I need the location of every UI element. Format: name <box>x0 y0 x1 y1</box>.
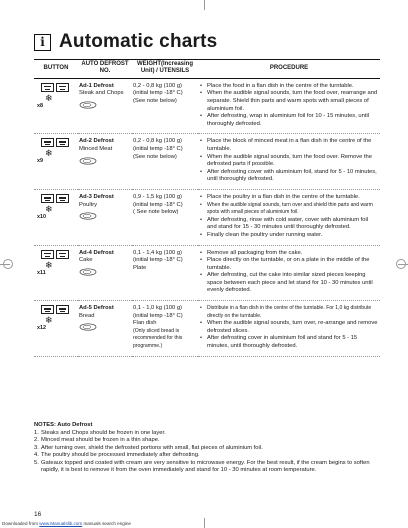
footer-link[interactable]: www.Manualslib.com <box>39 521 83 526</box>
info-icon: i <box>34 34 51 51</box>
utensil: ( See note below) <box>133 209 179 216</box>
procedure-step: • Finally clean the poultry under running water. <box>207 232 379 240</box>
defrost-snowflake-icon: ❄ <box>45 93 53 104</box>
microwave-icon <box>41 138 54 147</box>
microwave-icon <box>56 83 69 92</box>
procedure-step: • After defrosting cover with aluminium foil, stand for 5 - 10 minutes, until thoroughly defrosted. <box>207 169 379 184</box>
initial-temp: (initial temp -18° C) <box>133 145 183 152</box>
header-button: BUTTON <box>34 60 78 79</box>
registration-mark <box>3 259 13 269</box>
food-illustration-icon <box>79 157 97 165</box>
weight-cell <box>132 134 198 190</box>
note-number: 5. <box>34 459 39 466</box>
utensil: Plate <box>133 264 147 271</box>
microwave-icon <box>56 305 69 314</box>
weight-range: 0,2 - 0,8 kg (100 g) <box>133 138 182 145</box>
notes-title: NOTES: Auto Defrost <box>34 422 93 428</box>
footer-prefix: Downloaded from <box>2 521 40 526</box>
procedure-step: • Place directly on the turntable, or on a plate in the middle of the turntable. <box>207 257 379 272</box>
note-text: Steaks and Chops should be frozen in one layer. <box>41 429 166 436</box>
note-text: Gateaux topped and coated with cream are very sensitive to microwave energy. For the best result, if the cream begins to soften rapidly, it is best to remove it from the oven immediately and stand for 10 - 30 minutes at room temperature. <box>41 459 370 473</box>
note-text: The poultry should be processed immediately after defrosting. <box>41 452 200 458</box>
table-row <box>34 78 380 134</box>
weight-cell <box>132 78 198 134</box>
utensil-note: (Only sliced bread is recommended for this programme.) <box>133 327 183 350</box>
note-item <box>34 430 380 438</box>
procedure-step: • After defrosting, cut the cake into similar sized pieces keeping space between each piece and let stand for 10 - 30 minutes until evenly defrosted. <box>207 272 379 295</box>
note-number: 3. <box>34 444 39 451</box>
weight-range: 0,2 - 0,8 kg (100 g) <box>133 82 182 89</box>
microwave-icon <box>41 194 54 203</box>
procedure-step: • Remove all packaging from the cake. <box>207 250 379 258</box>
procedure-step: • When the audible signal sounds, turn the food over, rearrange and separate. Shield thin parts and warm spots with small pieces of aluminium foil. <box>207 90 379 113</box>
utensil: Flan dish <box>133 320 157 327</box>
procedure-step: • After defrosting cover in aluminium foil and stand for 5 - 15 minutes, until thoroughly defrosted. <box>207 335 379 350</box>
weight-cell <box>132 245 198 301</box>
defrost-mode: Ad-4 Defrost <box>79 249 114 256</box>
food-type: Poultry <box>79 201 98 208</box>
procedure-cell <box>198 301 380 357</box>
initial-temp: (initial temp -18° C) <box>133 312 183 319</box>
table-row <box>34 189 380 245</box>
microwave-icon <box>41 83 54 92</box>
procedure-step: • When the audible signal sounds, turn the food over. Remove the defrosted parts if possible. <box>207 154 379 169</box>
food-type: Cake <box>79 257 93 264</box>
procedure-cell <box>198 245 380 301</box>
defrost-mode: Ad-3 Defrost <box>79 193 114 200</box>
page-title-text: Automatic charts <box>59 31 218 52</box>
table-row <box>34 134 380 190</box>
procedure-step: • After defrosting, wrap in aluminium foil for 10 - 15 minutes, until thoroughly defrosted. <box>207 113 379 128</box>
defrost-mode-cell <box>78 301 132 357</box>
note-text: Minced meat should be frozen in a thin shape. <box>41 437 160 443</box>
table-row <box>34 245 380 301</box>
defrost-mode-cell <box>78 245 132 301</box>
auto-defrost-table <box>34 59 380 357</box>
registration-mark <box>204 0 205 10</box>
food-type: Steak and Chops <box>79 90 124 97</box>
press-count: x9 <box>37 158 43 165</box>
microwave-icon <box>41 250 54 259</box>
note-item <box>34 445 380 453</box>
procedure-list <box>199 250 379 296</box>
initial-temp: (initial temp -18° C) <box>133 201 183 208</box>
defrost-mode-cell <box>78 189 132 245</box>
press-count: x10 <box>37 213 46 220</box>
weight-range: 0,1 - 1,0 kg (100 g) <box>133 305 182 312</box>
microwave-icon <box>41 305 54 314</box>
footer-suffix: manuals search engine <box>82 521 131 526</box>
defrost-mode: Ad-2 Defrost <box>79 138 114 145</box>
initial-temp: (initial temp -18° C) <box>133 257 183 264</box>
note-item <box>34 452 380 460</box>
button-cell <box>34 245 78 301</box>
notes-list <box>34 430 380 475</box>
food-illustration-icon <box>79 212 97 220</box>
procedure-step: • Place the food in a flan dish in the centre of the turntable. <box>207 83 379 91</box>
defrost-snowflake-icon: ❄ <box>45 316 53 327</box>
registration-mark <box>204 518 205 528</box>
header-procedure: PROCEDURE <box>198 60 380 79</box>
procedure-cell <box>198 134 380 190</box>
page-number: 16 <box>34 511 42 518</box>
microwave-icon <box>56 194 69 203</box>
microwave-icon <box>56 138 69 147</box>
procedure-list <box>199 138 379 184</box>
procedure-list <box>199 194 379 240</box>
initial-temp: (initial temp -18° C) <box>133 90 183 97</box>
utensil: (See note below) <box>133 98 177 104</box>
press-count: x11 <box>37 269 46 276</box>
table-header-row <box>34 60 380 79</box>
utensil: (See note below) <box>133 153 177 160</box>
procedure-cell <box>198 78 380 134</box>
table-row <box>34 301 380 357</box>
weight-range: 0,1 - 1,4 kg (100 g) <box>133 249 182 256</box>
procedure-step: • Distribute in a flan dish in the centre of the turntable. For 1,0 kg distribute directly on the turntable. <box>207 305 379 320</box>
defrost-mode: Ad-1 Defrost <box>79 82 114 89</box>
note-item <box>34 437 380 445</box>
procedure-step: • When the audible signal sounds, turn over and shield thin parts and warm spots with small pieces of aluminium foil. <box>207 202 379 217</box>
header-weight-utensils: WEIGHT(Increasing Unit) / UTENSILS <box>132 60 198 79</box>
food-type: Minced Meat <box>79 145 113 152</box>
food-illustration-icon <box>79 101 97 109</box>
procedure-cell <box>198 189 380 245</box>
food-type: Bread <box>79 312 95 319</box>
weight-cell <box>132 301 198 357</box>
weight-cell <box>132 189 198 245</box>
button-cell <box>34 189 78 245</box>
procedure-step: • Place the poultry in a flan dish in the centre of the turntable. <box>207 194 379 202</box>
defrost-mode: Ad-5 Defrost <box>79 305 114 312</box>
notes-section <box>34 422 380 475</box>
button-cell <box>34 78 78 134</box>
procedure-list <box>199 305 379 351</box>
footer <box>2 521 131 526</box>
microwave-icon <box>56 250 69 259</box>
registration-mark <box>396 259 406 269</box>
weight-range: 0,9 - 1,5 kg (100 g) <box>133 193 182 200</box>
food-illustration-icon <box>79 268 97 276</box>
button-cell <box>34 301 78 357</box>
note-item <box>34 460 380 475</box>
press-count: x12 <box>37 325 46 332</box>
procedure-step: • Place the block of minced meat in a flan dish in the centre of the turntable. <box>207 138 379 153</box>
press-count: x8 <box>37 102 43 109</box>
note-number: 2. <box>34 437 39 443</box>
defrost-mode-cell <box>78 134 132 190</box>
button-cell <box>34 134 78 190</box>
page-title <box>34 31 217 53</box>
note-number: 1. <box>34 429 39 436</box>
procedure-step: • After defrosting, rinse with cold water, cover with aluminium foil and stand for 15 - 30 minutes until thoroughly defrosted. <box>207 217 379 232</box>
defrost-mode-cell <box>78 78 132 134</box>
food-illustration-icon <box>79 323 97 331</box>
procedure-list <box>199 83 379 129</box>
header-auto-defrost-no: AUTO DEFROST NO. <box>78 60 132 79</box>
procedure-step: • When the audible signal sounds, turn over, re-arrange and remove defrosted slices. <box>207 320 379 335</box>
defrost-snowflake-icon: ❄ <box>45 149 53 160</box>
note-number: 4. <box>34 452 39 458</box>
defrost-snowflake-icon: ❄ <box>45 260 53 271</box>
note-text: After turning over, shield the defrosted portions with small, flat pieces of aluminium foil. <box>41 444 263 451</box>
defrost-snowflake-icon: ❄ <box>45 204 53 215</box>
